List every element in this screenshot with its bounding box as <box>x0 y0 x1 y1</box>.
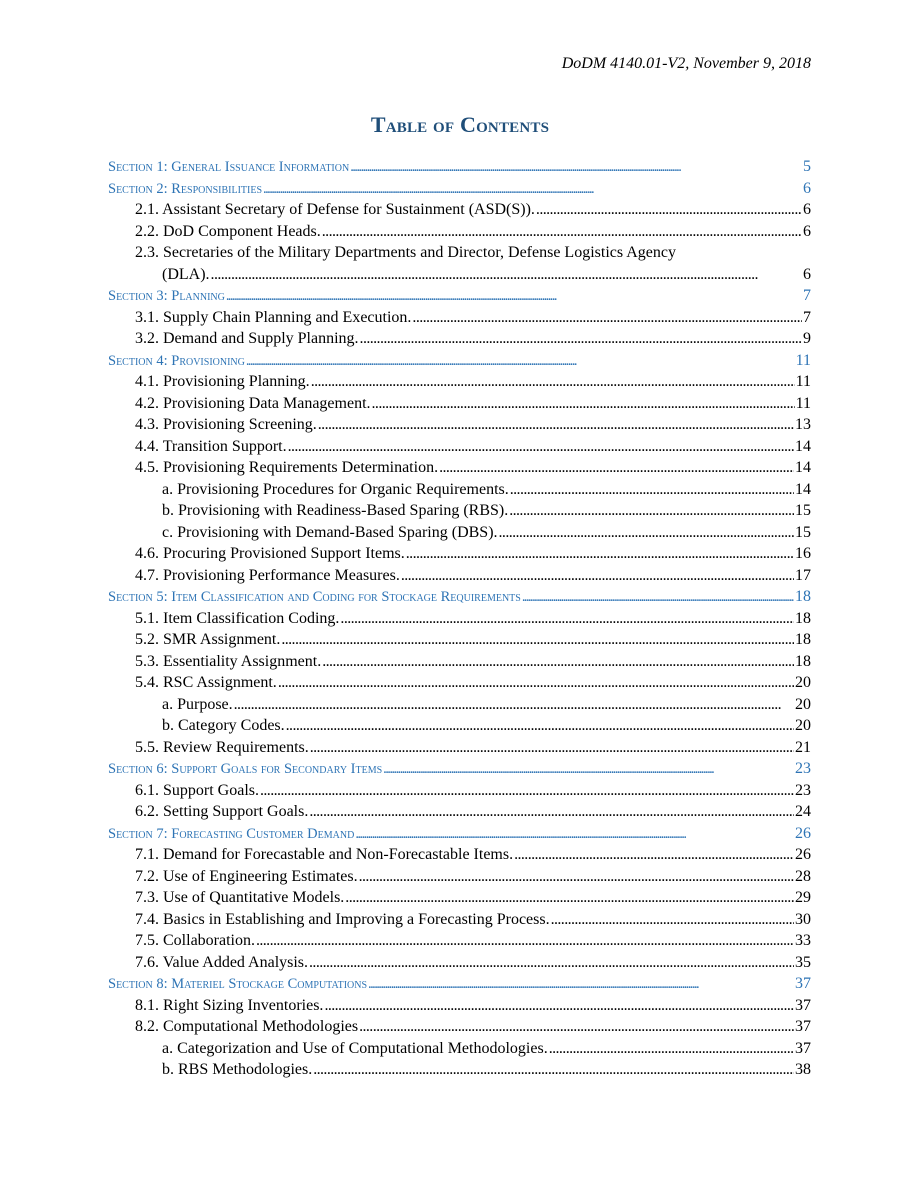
toc-page-number: 17 <box>795 566 811 584</box>
toc-item-link[interactable] <box>108 608 811 630</box>
toc-item-link[interactable] <box>108 199 811 221</box>
toc-entry-text: 8.1. Right Sizing Inventories. <box>135 996 324 1014</box>
toc-entry-text: 4.2. Provisioning Data Management. <box>135 394 371 412</box>
page-title: Table of Contents <box>370 112 550 137</box>
toc-item-link[interactable] <box>108 909 811 931</box>
toc-page-number: 5 <box>803 158 811 175</box>
toc-section-link[interactable] <box>108 973 811 995</box>
dot-leader <box>310 737 794 759</box>
toc-entry-text: Section 8: Materiel Stockage Computations <box>108 976 368 992</box>
toc-entry-text: Section 5: Item Classification and Coding for Stockage Requirements <box>108 589 521 605</box>
toc-subitem-link[interactable] <box>108 715 811 737</box>
dot-leader <box>359 866 794 888</box>
toc-page-number: 18 <box>795 609 811 627</box>
toc-entry-text: Section 7: Forecasting Customer Demand <box>108 825 355 842</box>
dot-leader <box>549 1038 794 1060</box>
toc-page-number: 37 <box>795 1018 811 1035</box>
toc-entry-text: 2.3. Secretaries of the Military Departments and Director, Defense Logistics Agency <box>135 244 676 261</box>
toc-entry-text: 2.2. DoD Component Heads. <box>135 222 321 240</box>
toc-entry-text: 7.6. Value Added Analysis. <box>135 953 309 971</box>
toc-item-link[interactable] <box>108 307 811 329</box>
toc-section-link[interactable] <box>108 758 811 780</box>
toc-entry-text: 7.2. Use of Engineering Estimates. <box>135 867 358 885</box>
dot-leader <box>360 328 802 350</box>
toc-entry-text: 4.6. Procuring Provisioned Support Items. <box>135 545 405 562</box>
dot-leader <box>322 221 802 243</box>
dot-leader <box>401 565 794 587</box>
toc-entry-text: 4.3. Provisioning Screening. <box>135 416 317 433</box>
dot-leader <box>313 1059 794 1081</box>
toc-entry-text: 6.2. Setting Support Goals. <box>135 803 309 820</box>
dot-leader <box>372 393 795 415</box>
toc-page-number: 23 <box>795 760 811 777</box>
toc-section-link[interactable] <box>108 156 811 178</box>
toc-item-link[interactable] <box>108 866 811 888</box>
dot-leader <box>522 587 794 609</box>
toc-page-number: 33 <box>795 932 811 949</box>
toc-item-link[interactable] <box>108 457 811 479</box>
toc-page-number: 7 <box>803 287 811 304</box>
toc-entry-text: a. Purpose. <box>162 695 233 713</box>
toc-entry-text: Section 2: Responsibilities <box>108 180 263 197</box>
toc-section-link[interactable] <box>108 823 811 845</box>
toc-page-number: 15 <box>795 523 811 541</box>
toc-entry-text: Section 1: General Issuance Information <box>108 159 350 175</box>
toc-item-link[interactable] <box>108 801 811 823</box>
dot-leader <box>281 629 794 651</box>
toc-page-number: 15 <box>795 502 811 519</box>
toc-page-number: 35 <box>795 953 811 971</box>
toc-page-number: 37 <box>795 1039 811 1057</box>
toc-section-link[interactable] <box>108 350 811 372</box>
toc-page-number: 20 <box>795 717 811 734</box>
toc-entry-text: a. Categorization and Use of Computational Methodologies. <box>162 1039 548 1057</box>
toc-page-number: 28 <box>795 867 811 885</box>
toc-item-link[interactable] <box>108 930 811 952</box>
toc-subitem-link[interactable] <box>108 1059 811 1081</box>
toc-section-link[interactable] <box>108 178 811 200</box>
toc-page-number: 14 <box>795 480 811 498</box>
toc-entry-text: c. Provisioning with Demand-Based Sparing (DBS). <box>162 523 498 541</box>
dot-leader <box>288 436 794 458</box>
toc-page-number: 30 <box>795 910 811 928</box>
toc-entry-text: 4.1. Provisioning Planning. <box>135 373 310 390</box>
toc-entry-text: (DLA). <box>162 265 210 283</box>
dot-leader <box>551 909 794 931</box>
toc-entry-text: 5.5. Review Requirements. <box>135 738 309 756</box>
toc-page-number: 6 <box>803 201 811 218</box>
dot-leader <box>278 672 794 694</box>
toc-subitem-link[interactable] <box>108 500 811 522</box>
dot-leader <box>368 974 794 996</box>
toc-page-number: 11 <box>795 394 811 412</box>
toc-page-number: 6 <box>803 179 811 197</box>
toc-subitem-link[interactable] <box>108 522 811 544</box>
toc-item-link[interactable] <box>108 780 811 802</box>
dot-leader <box>324 995 794 1017</box>
toc-page-number: 9 <box>803 330 811 347</box>
toc-entry-text: 4.7. Provisioning Performance Measures. <box>135 566 400 584</box>
toc-item-link[interactable] <box>108 672 811 694</box>
dot-leader <box>359 1016 794 1038</box>
toc-entry-text: b. Category Codes. <box>162 717 285 734</box>
toc-item-link[interactable] <box>108 844 811 866</box>
toc-entry-text: 6.1. Support Goals. <box>135 781 259 799</box>
dot-leader <box>514 844 794 866</box>
toc-page-number: 26 <box>795 846 811 863</box>
toc-entry-text: 4.5. Provisioning Requirements Determination. <box>135 459 439 476</box>
toc-page-number: 6 <box>803 265 811 283</box>
toc-item-link[interactable] <box>108 221 811 243</box>
dot-leader <box>383 759 794 781</box>
dot-leader <box>322 651 794 673</box>
toc-item-link[interactable] <box>108 543 811 565</box>
toc-item-link[interactable] <box>108 737 811 759</box>
dot-leader <box>536 199 802 221</box>
toc-page-number: 16 <box>795 545 811 562</box>
toc-page-number: 23 <box>795 781 811 799</box>
dot-leader <box>246 351 795 373</box>
toc-page-number: 11 <box>795 373 811 390</box>
toc-entry-text: 7.1. Demand for Forecastable and Non-Forecastable Items. <box>135 846 514 863</box>
toc-page-number: 14 <box>795 437 811 455</box>
table-of-contents <box>108 156 811 1081</box>
toc-subitem-link[interactable] <box>108 694 811 716</box>
toc-page-number: 20 <box>795 674 811 691</box>
dot-leader <box>345 887 794 909</box>
toc-entry-text: 3.2. Demand and Supply Planning. <box>135 330 359 347</box>
toc-entry-text: 4.4. Transition Support. <box>135 437 287 455</box>
toc-entry-text: 5.4. RSC Assignment. <box>135 674 277 691</box>
dot-leader <box>412 307 802 329</box>
toc-entry-text: 8.2. Computational Methodologies <box>135 1018 359 1035</box>
dot-leader <box>211 264 802 286</box>
toc-entry-text: Section 3: Planning <box>108 288 225 304</box>
dot-leader <box>439 457 794 479</box>
toc-section-link[interactable] <box>108 586 811 608</box>
toc-page-number: 37 <box>795 975 811 992</box>
toc-entry-text: 7.4. Basics in Establishing and Improving a Forecasting Process. <box>135 910 550 928</box>
toc-page-number: 14 <box>795 459 811 476</box>
toc-page-number: 13 <box>795 416 811 433</box>
dot-leader <box>350 157 802 179</box>
toc-item-link[interactable] <box>108 436 811 458</box>
toc-page-number: 26 <box>795 824 811 842</box>
dot-leader <box>499 522 794 544</box>
dot-leader <box>406 543 794 565</box>
toc-item-link[interactable] <box>108 651 811 673</box>
toc-entry-text: b. RBS Methodologies. <box>162 1061 313 1078</box>
dot-leader <box>509 500 794 522</box>
dot-leader <box>263 179 802 201</box>
toc-page-number: 18 <box>795 652 811 670</box>
dot-leader <box>286 715 794 737</box>
toc-entry-text: 7.5. Collaboration. <box>135 932 255 949</box>
toc-page-number: 24 <box>795 803 811 820</box>
toc-entry-text: b. Provisioning with Readiness-Based Sparing (RBS). <box>162 502 509 519</box>
toc-page-number: 38 <box>795 1061 811 1078</box>
toc-entry-text: 5.1. Item Classification Coding. <box>135 609 340 627</box>
toc-item-link[interactable] <box>108 1016 811 1038</box>
dot-leader <box>355 824 794 846</box>
toc-item-link-continued[interactable] <box>108 264 811 286</box>
toc-item-link[interactable] <box>108 952 811 974</box>
toc-entry-text: 5.3. Essentiality Assignment. <box>135 652 322 670</box>
dot-leader <box>256 930 794 952</box>
dot-leader <box>318 414 794 436</box>
toc-item-link[interactable] <box>108 414 811 436</box>
toc-page-number: 18 <box>795 588 811 605</box>
toc-item-link[interactable] <box>108 565 811 587</box>
toc-item-link[interactable] <box>108 887 811 909</box>
toc-page-number: 37 <box>795 996 811 1014</box>
dot-leader <box>309 952 794 974</box>
toc-section-link[interactable] <box>108 285 811 307</box>
toc-page-number: 20 <box>795 695 811 713</box>
toc-page-number: 11 <box>795 351 811 369</box>
toc-entry-text: 5.2. SMR Assignment. <box>135 631 281 648</box>
toc-entry-text: 2.1. Assistant Secretary of Defense for Sustainment (ASD(S)). <box>135 201 535 218</box>
dot-leader <box>260 780 794 802</box>
toc-entry-text: 3.1. Supply Chain Planning and Execution. <box>135 308 412 326</box>
toc-subitem-link[interactable] <box>108 1038 811 1060</box>
dot-leader <box>311 371 795 393</box>
toc-page-number: 29 <box>795 889 811 906</box>
toc-page-number: 7 <box>803 308 811 326</box>
toc-item-link[interactable] <box>108 371 811 393</box>
toc-item-link[interactable] <box>108 393 811 415</box>
dot-leader <box>226 286 802 308</box>
document-header: DoDM 4140.01-V2, November 9, 2018 <box>561 55 811 72</box>
dot-leader <box>309 801 794 823</box>
toc-subitem-link[interactable] <box>108 479 811 501</box>
dot-leader <box>510 479 794 501</box>
toc-item-link[interactable] <box>108 995 811 1017</box>
dot-leader <box>234 694 794 716</box>
toc-entry-text: Section 4: Provisioning <box>108 352 245 369</box>
toc-entry-text: Section 6: Support Goals for Secondary Items <box>108 761 383 777</box>
dot-leader <box>340 608 794 630</box>
toc-item-link[interactable] <box>108 242 811 264</box>
toc-page-number: 6 <box>803 222 811 240</box>
toc-page-number: 18 <box>795 631 811 648</box>
toc-item-link[interactable] <box>108 629 811 651</box>
toc-entry-text: 7.3. Use of Quantitative Models. <box>135 889 345 906</box>
toc-page-number: 21 <box>795 738 811 756</box>
toc-item-link[interactable] <box>108 328 811 350</box>
toc-entry-text: a. Provisioning Procedures for Organic Requirements. <box>162 480 509 498</box>
